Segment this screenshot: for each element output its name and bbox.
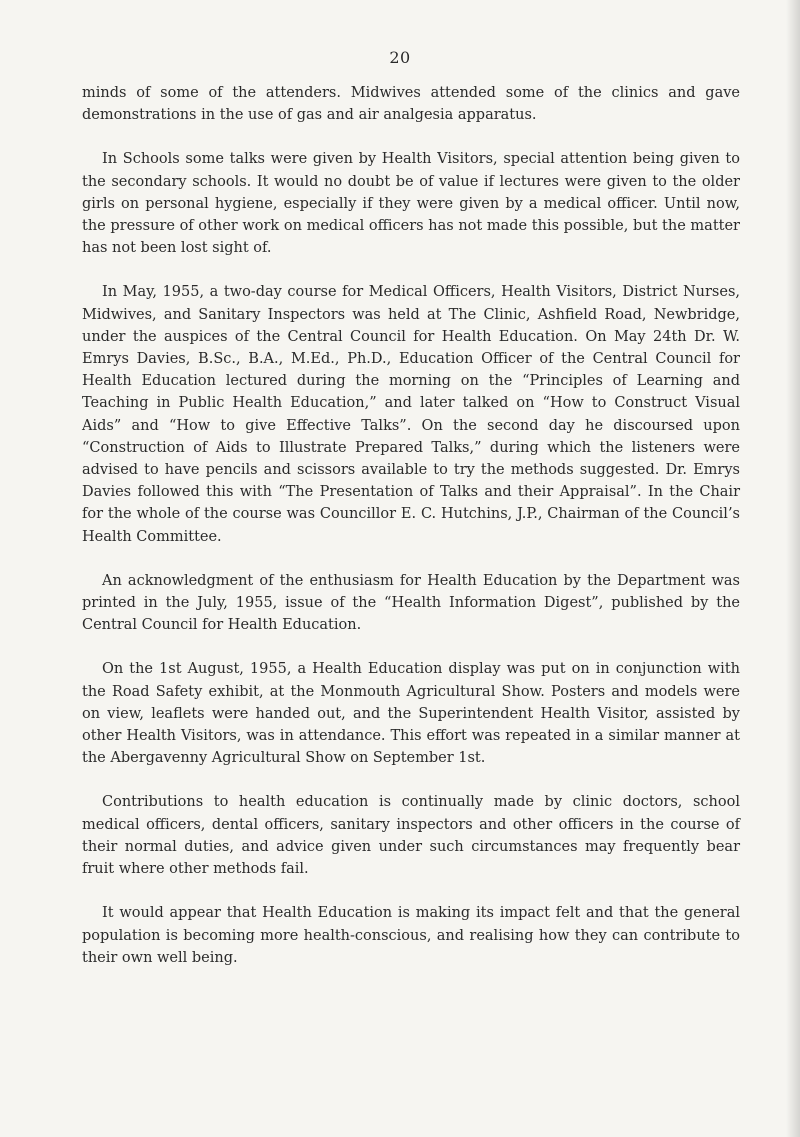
paragraph-agricultural-show: On the 1st August, 1955, a Health Education display was put on in conjunction with the Road Safety exhibit, at the Monmouth Agricultural Show. Posters and models were on view, leaflets were handed out, and the Superintendent Health Visitor, assisted by other Health Visitors, was in attendance. This effort was repeated in a similar manner at the Abergavenny Agricultural Show on September 1st. bbox=[82, 661, 740, 767]
body-text bbox=[82, 82, 740, 991]
paragraph-acknowledgment: An acknowledgment of the enthusiasm for Health Education by the Department was printed in the July, 1955, issue of the “Health Information Digest”, published by the Central Council for Health Education. bbox=[82, 572, 740, 634]
page-number: 20 bbox=[389, 48, 411, 67]
paragraph-continuation: minds of some of the attenders. Midwives attended some of the clinics and gave demonstrations in the use of gas and air analgesia apparatus. bbox=[82, 85, 740, 124]
paragraph-two-day-course: In May, 1955, a two-day course for Medical Officers, Health Visitors, District Nurses, Midwives, and Sanitary Inspectors was held at The Clinic, Ashfield Road, Newbridge, under the auspices of the Central Council for Health Education. On May 24th Dr. W. Emrys Davies, B.Sc., B.A., M.Ed., Ph.D., Education Officer of the Central Council for Health Education lectured during the morning on the “Principles of Learning and Teaching in Public Health Education,” and later talked on “How to Construct Visual Aids” and “How to give Effective Talks”. On the second day he discoursed upon “Construction of Aids to Illustrate Prepared Talks,” during which the listeners were advised to have pencils and scissors available to try the methods suggested. Dr. Emrys Davies followed this with “The Presentation of Talks and their Appraisal”. In the Chair for the whole of the course was Councillor E. C. Hutchins, J.P., Chairman of the Council’s Health Committee. bbox=[82, 284, 740, 545]
paragraph-contributions: Contributions to health education is continually made by clinic doctors, school medical officers, dental officers, sanitary inspectors and other officers in the course of their normal duties, and advice given under such circumstances may frequently bear fruit where other methods fail. bbox=[82, 794, 740, 878]
paragraph-school-talks: In Schools some talks were given by Health Visitors, special attention being given to the secondary schools. It would no doubt be of value if lectures were given to the older girls on personal hygiene, especially if they were given by a medical officer. Until now, the pressure of other work on medical officers has not made this possible, but the matter has not been lost sight of. bbox=[82, 151, 740, 257]
scan-edge-shadow bbox=[786, 0, 800, 1137]
paragraph-conclusion: It would appear that Health Education is making its impact felt and that the general population is becoming more health-conscious, and realising how they can contribute to their own well being. bbox=[82, 905, 740, 966]
